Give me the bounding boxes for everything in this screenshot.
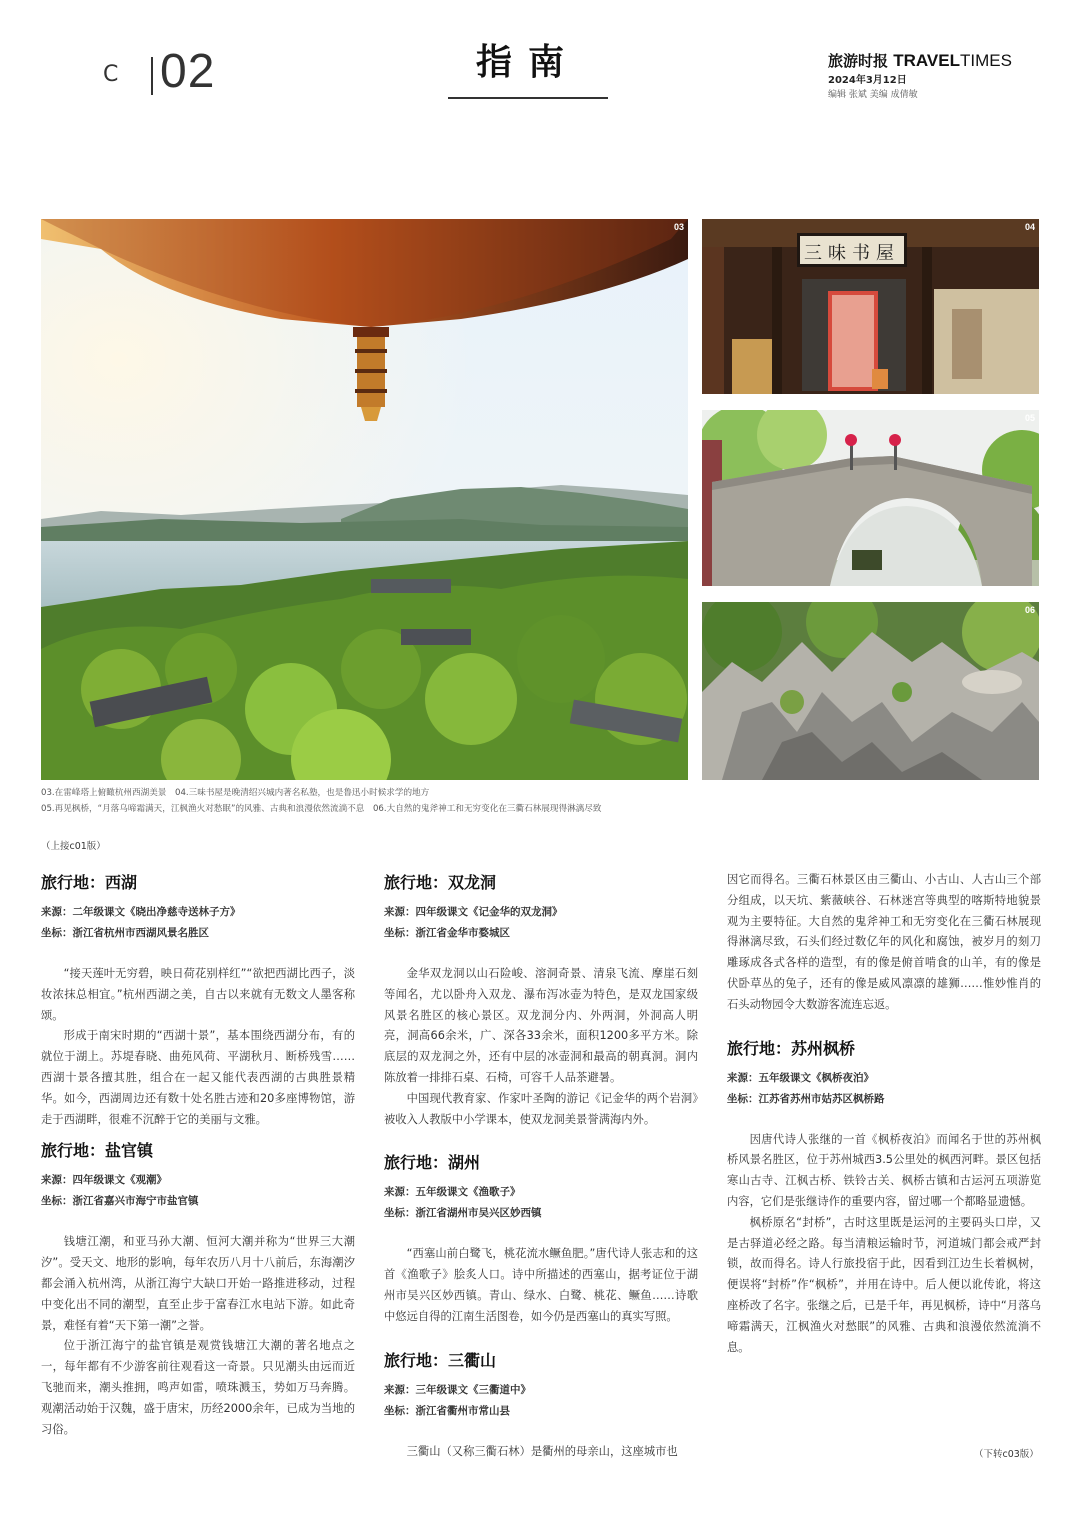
newspaper-masthead xyxy=(828,50,1012,71)
article-source-shuanglong: 来源：四年级课文《记金华的双龙洞》 xyxy=(384,906,563,918)
article-source-sanqu: 来源：三年级课文《三衢道中》 xyxy=(384,1383,531,1396)
article-paragraph: 三衢山（又称三衢石林）是衢州的母亲山，这座城市也 xyxy=(406,1444,678,1458)
column-2 xyxy=(384,870,698,1462)
article-title-yanguan: 旅行地：盐官镇 xyxy=(41,1141,154,1161)
photo-number-06: 06 xyxy=(1024,605,1035,615)
article-title-huzhou: 旅行地：湖州 xyxy=(384,1153,481,1173)
continued-to-note: （下转c03版） xyxy=(974,1449,1039,1460)
page-number: 02 xyxy=(160,45,216,98)
section-title-rule xyxy=(448,97,608,99)
header-divider xyxy=(151,57,153,95)
article-title-sanqu: 旅行地：三衢山 xyxy=(384,1350,497,1370)
masthead-en-bold: TRAVEL xyxy=(893,51,960,70)
article-paragraph: 形成于南宋时期的“西湖十景”，基本围绕西湖分布，有的就位于湖上。苏堤春晓、曲苑风荷、平湖秋月、断桥残雪……西湖十景各擅其胜，组合在一起又能代表西湖的古典胜景精华。如今，西湖周边还有数十处名胜古迹和20多座博物馆，游走于西湖畔，很难不沉醉于它的美丽与文雅。 xyxy=(41,1029,355,1126)
photo-sanwei-study xyxy=(702,219,1039,394)
masthead-cn: 旅游时报 xyxy=(828,52,889,70)
study-sign-text: 三味书屋 xyxy=(804,243,900,264)
article-title-xihu: 旅行地：西湖 xyxy=(41,873,138,892)
photo-number-04: 04 xyxy=(1024,222,1035,232)
photo-number-03: 03 xyxy=(673,222,684,232)
article-paragraph: 钱塘江潮，和亚马孙大潮、恒河大潮并称为“世界三大潮汐”。受天文、地形的影响，每年农历八月十八前后，东海潮汐都会涌入杭州湾，从浙江海宁大缺口开始一路推进移动，过程中变化出不同的潮型，直至止步于富春江水电站下游。如此奇景，难怪有着“天下第一潮”之誉。 xyxy=(41,1235,355,1332)
photo-caption-line-2: 05.再见枫桥，“月落乌啼霜满天，江枫渔火对愁眠”的风雅、古典和浪漫依然流淌不息 06.大自然的鬼斧神工和无穷变化在三衢石林展现得淋漓尽致 xyxy=(41,804,602,814)
photo-stone-forest xyxy=(702,602,1039,780)
article-paragraph: 枫桥原名“封桥”，古时这里既是运河的主要码头口岸，又是古驿道必经之路。每当清粮运输时节，河道城门都会戒严封锁，故而得名。诗人行旅投宿于此，因看到江边生长着枫树，便误将“封桥”作“枫桥”，并用在诗中。后人便以讹传讹，将这座桥改了名字。张继之后，已是千年，再见枫桥，诗中“月落乌啼霜满天，江枫渔火对愁眠”的风雅、古典和浪漫依然流淌不息。 xyxy=(727,1215,1041,1354)
article-paragraph: “接天莲叶无穷碧，映日荷花别样红”“欲把西湖比西子，淡妆浓抹总相宜。”杭州西湖之美，自古以来就有无数文人墨客称颂。 xyxy=(41,967,355,1022)
article-paragraph: 金华双龙洞以山石险峻、溶洞奇景、清泉飞流、摩崖石刻等闻名，尤以卧舟入双龙、瀑布泻冰壶为特色，是双龙国家级风景名胜区的核心景区。双龙洞分内、外两洞，外洞高人明亮，洞高66余米，广、深各33余米，面积1200多平方米。除底层的双龙洞之外，还有中层的冰壶洞和最高的朝真洞。洞内陈放着一排排石桌、石椅，可容千人品茶避暑。 xyxy=(384,967,698,1084)
article-title-shuanglong: 旅行地：双龙洞 xyxy=(384,873,497,892)
editors-credit: 编辑 张斌 美编 成倩敏 xyxy=(828,90,918,100)
article-paragraph-continued: 因它而得名。三衢石林景区由三衢山、小古山、人古山三个部分组成，以天坑、紫薇峡谷、石林迷宫等典型的喀斯特地貌景观为主要特征。大自然的鬼斧神工和无穷变化在三衢石林展现得淋漓尽致，石头们经过数亿年的风化和腐蚀，被岁月的刻刀雕琢成各式各样的造型，有的像是俯首啃食的山羊，有的像是伏卧草丛的兔子，还有的像是威风凛凛的雄狮……惟妙惟肖的石头动物园令大数游客流连忘返。 xyxy=(727,873,1041,1011)
continued-from-note: （上接c01版） xyxy=(41,841,106,852)
section-title: 指南 xyxy=(475,41,580,83)
photo-maple-bridge xyxy=(702,410,1039,586)
article-location-huzhou: 坐标：浙江省湖州市吴兴区妙西镇 xyxy=(384,1207,542,1220)
article-location-sanqu: 坐标：浙江省衢州市常山县 xyxy=(384,1404,510,1417)
column-1 xyxy=(41,870,355,1440)
article-location-yanguan: 坐标：浙江省嘉兴市海宁市盐官镇 xyxy=(41,1195,199,1208)
masthead-en-light: TIMES xyxy=(960,51,1012,70)
article-paragraph: “西塞山前白鹭飞，桃花流水鳜鱼肥。”唐代诗人张志和的这首《渔歌子》脍炙人口。诗中所描述的西塞山，据考证位于湖州市吴兴区妙西镇。青山、绿水、白鹭、桃花、鳜鱼……诗歌中悠远自得的江南生活图卷，如今仍是西塞山的真实写照。 xyxy=(384,1247,698,1323)
issue-date: 2024年3月12日 xyxy=(828,75,907,86)
article-paragraph: 中国现代教育家、作家叶圣陶的游记《记金华的两个岩洞》被收入人教版中小学课本，使双龙洞美景誉满海内外。 xyxy=(384,1091,698,1126)
photo-number-05: 05 xyxy=(1024,413,1035,423)
column-3 xyxy=(727,870,1041,1358)
article-location-shuanglong: 坐标：浙江省金华市婺城区 xyxy=(384,927,510,939)
article-paragraph: 位于浙江海宁的盐官镇是观赏钱塘江大潮的著名地点之一，每年都有不少游客前往观看这一奇景。只见潮头由远而近飞驰而来，潮头推拥，鸣声如雷，喷珠溅玉，势如万马奔腾。观潮活动始于汉魏，盛于唐宋，历经2000余年，已成为当地的习俗。 xyxy=(41,1339,355,1436)
article-source-fengqiao: 来源：五年级课文《枫桥夜泊》 xyxy=(727,1071,874,1084)
article-source-xihu: 来源：二年级课文《晓出净慈寺送林子方》 xyxy=(41,906,241,918)
section-letter: C xyxy=(103,62,121,87)
article-source-huzhou: 来源：五年级课文《渔歌子》 xyxy=(384,1186,521,1199)
photo-west-lake xyxy=(41,219,688,780)
article-paragraph: 因唐代诗人张继的一首《枫桥夜泊》而闻名于世的苏州枫桥风景名胜区，位于苏州城西3.5公里处的枫西河畔。景区包括寒山古寺、江枫古桥、铁铃古关、枫桥古镇和古运河五项游览内容，它们是张继诗作的重要内容，留过哪一个都略显遗憾。 xyxy=(727,1132,1041,1208)
article-source-yanguan: 来源：四年级课文《观潮》 xyxy=(41,1174,167,1187)
photo-caption-line-1: 03.在雷峰塔上俯瞰杭州西湖美景 04.三味书屋是晚清绍兴城内著名私塾，也是鲁迅小时候求学的地方 xyxy=(41,788,430,798)
article-location-fengqiao: 坐标：江苏省苏州市姑苏区枫桥路 xyxy=(727,1092,885,1105)
article-title-fengqiao: 旅行地：苏州枫桥 xyxy=(727,1038,856,1058)
article-location-xihu: 坐标：浙江省杭州市西湖风景名胜区 xyxy=(41,927,209,939)
